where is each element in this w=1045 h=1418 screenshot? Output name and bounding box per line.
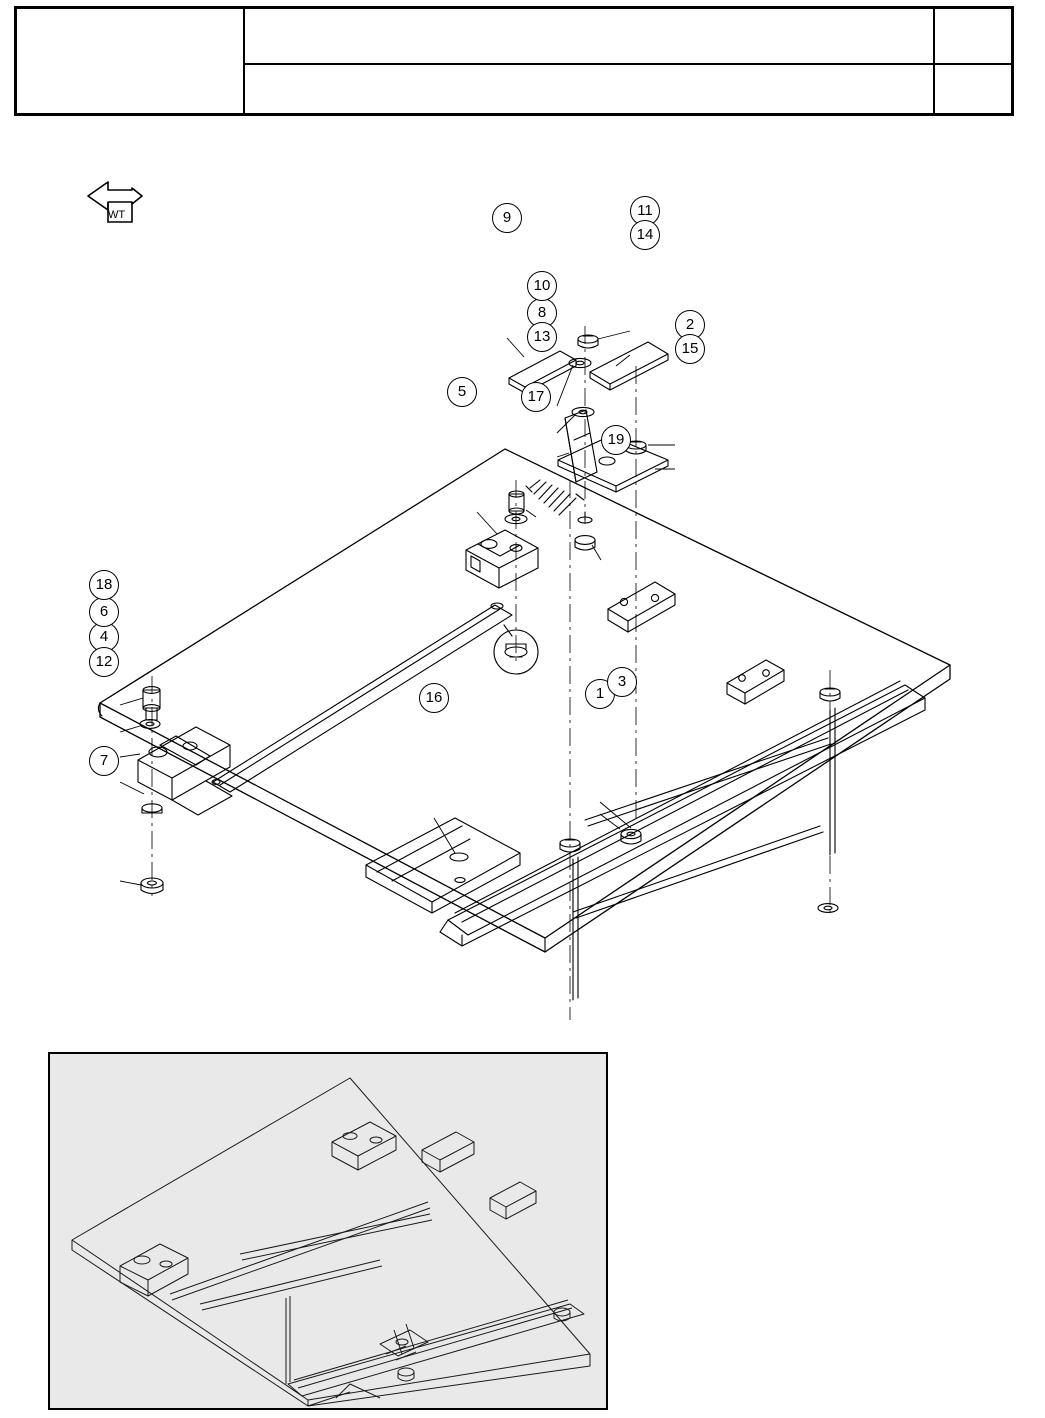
callout-balloon-15[interactable]: 15 — [675, 334, 705, 364]
callout-balloon-4[interactable]: 4 — [89, 622, 119, 652]
assembled-view-svg — [50, 1054, 606, 1408]
callout-balloon-2[interactable]: 2 — [675, 310, 705, 340]
pivot-washer-8 — [572, 407, 594, 416]
header-cell-right — [935, 9, 1011, 113]
washer-right — [818, 904, 838, 913]
callout-balloon-10[interactable]: 10 — [527, 271, 557, 301]
callout-balloon-6[interactable]: 6 — [89, 597, 119, 627]
header-table — [14, 6, 1014, 116]
cross-braces — [573, 708, 835, 1000]
assembly-center-lines — [152, 326, 830, 1020]
header-cell-middle — [245, 9, 935, 113]
leader-lines — [120, 331, 675, 885]
upper-plate-14 — [590, 342, 668, 390]
assembled-view-panel — [48, 1052, 608, 1410]
callout-balloon-5[interactable]: 5 — [447, 377, 477, 407]
diagram-svg — [0, 120, 1045, 1020]
callout-balloon-11[interactable]: 11 — [630, 196, 660, 226]
mounting-tab-a — [608, 582, 675, 632]
callout-balloon-8[interactable]: 8 — [527, 298, 557, 328]
nut-3 — [621, 829, 641, 844]
left-bracket-bolt — [143, 687, 160, 720]
callout-balloon-9[interactable]: 9 — [492, 203, 522, 233]
header-row-divider — [245, 63, 1011, 65]
edge-strip — [213, 605, 512, 792]
bolt-11 — [578, 335, 598, 348]
callout-balloon-14[interactable]: 14 — [630, 220, 660, 250]
callout-balloon-16[interactable]: 16 — [419, 683, 449, 713]
callout-balloon-1[interactable]: 1 — [585, 679, 615, 709]
left-bracket-washer — [140, 720, 160, 729]
callout-balloon-18[interactable]: 18 — [89, 570, 119, 600]
view-direction-label: WT — [108, 209, 126, 221]
header-cell-left — [17, 9, 245, 113]
center-rail — [440, 681, 925, 946]
callout-balloon-12[interactable]: 12 — [89, 647, 119, 677]
corner-block — [466, 530, 538, 588]
callout-balloon-3[interactable]: 3 — [607, 667, 637, 697]
exploded-assembly-diagram — [0, 120, 1045, 1020]
callout-balloon-13[interactable]: 13 — [527, 322, 557, 352]
spring-17 — [526, 480, 584, 515]
mounting-tab-b — [727, 660, 784, 704]
callout-balloon-17[interactable]: 17 — [521, 382, 551, 412]
callout-balloon-19[interactable]: 19 — [601, 425, 631, 455]
detail-circle — [491, 603, 538, 674]
callout-balloon-7[interactable]: 7 — [89, 746, 119, 776]
corner-block-bolt — [509, 491, 524, 514]
